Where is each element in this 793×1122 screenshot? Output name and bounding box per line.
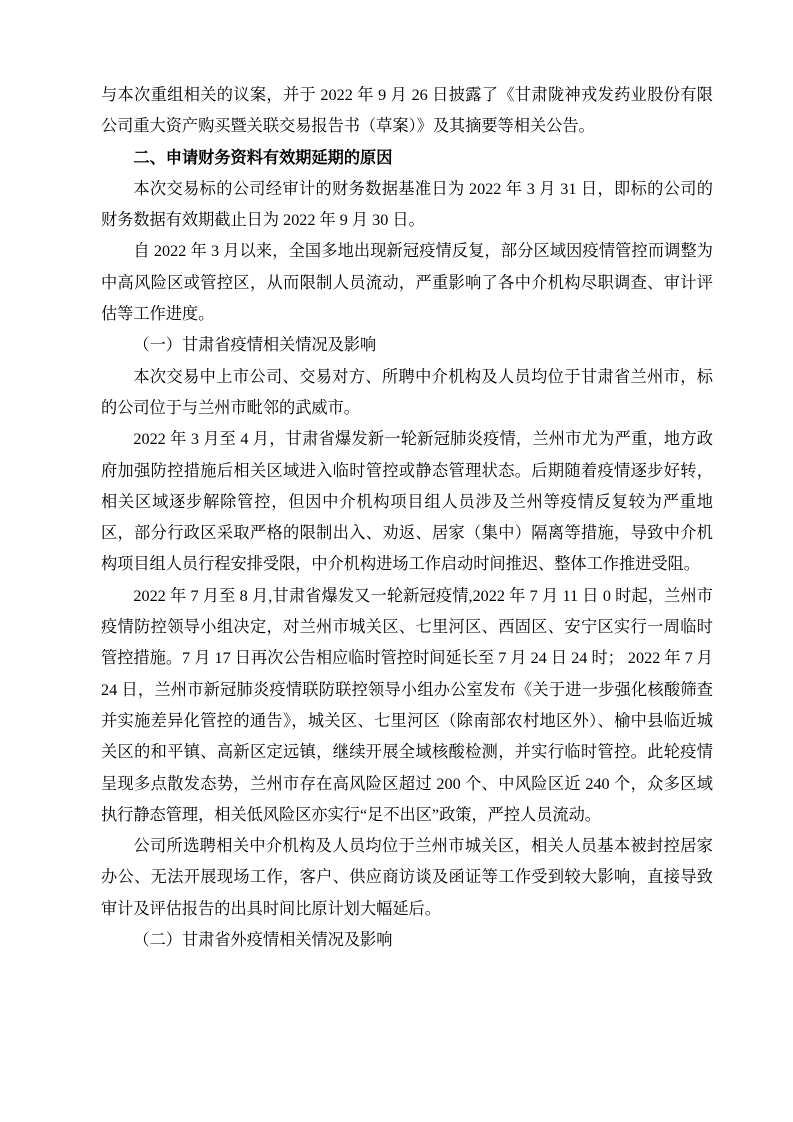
section-heading: 二、申请财务资料有效期延期的原因 (133, 148, 393, 167)
subsection-heading-1: （一）甘肃省疫情相关情况及影响 (133, 336, 377, 355)
paragraph: 自 2022 年 3 月以来，全国多地出现新冠疫情反复，部分区域因疫情管控而调整为中高风险区或管控区，从而限制人员流动，严重影响了各中介机构尽职调查、审计评估等工作进度。 (101, 242, 713, 324)
paragraph-continuation: 与本次重组相关的议案，并于 2022 年 9 月 26 日披露了《甘肃陇神戎发药业股份有限公司重大资产购买暨关联交易报告书（草案）》及其摘要等相关公告。 (101, 86, 713, 136)
paragraph: 本次交易中上市公司、交易对方、所聘中介机构及人员均位于甘肃省兰州市，标的公司位于与兰州市毗邻的武威市。 (101, 367, 713, 417)
subsection-heading-2: （二）甘肃省外疫情相关情况及影响 (133, 931, 393, 950)
paragraph: 公司所选聘相关中介机构及人员均位于兰州市城关区，相关人员基本被封控居家办公、无法开展现场工作，客户、供应商访谈及函证等工作受到较大影响，直接导致审计及评估报告的出具时间比原计划大幅延后。 (101, 837, 713, 918)
paragraph: 本次交易标的公司经审计的财务数据基准日为 2022 年 3 月 31 日，即标的公司的财务数据有效期截止日为 2022 年 9 月 30 日。 (101, 179, 713, 230)
paragraph: 2022 年 7 月至 8 月,甘肃省爆发又一轮新冠疫情,2022 年 7 月 11 日 0 时起，兰州市疫情防控领导小组决定，对兰州市城关区、七里河区、西固区、安宁区实行一周临时管控措施。7 月 17 日再次公告相应临时管控时间延长至 7 月 24 日 24 时； 2022 年 7 月 24 日，兰州市新冠肺炎疫情联防联控领导小组办公室发布《关于进一步强化核酸筛查并实施差异化管控的通告》，城关区、七里河区（除南部农村地区外）、榆中县临近城关区的和平镇、高新区定远镇，继续开展全域核酸检测，并实行临时管控。此轮疫情呈现多点散发态势，兰州市存在高风险区超过 200 个、中风险区近 240 个，众多区域执行静态管理，相关低风险区亦实行“足不出区”政策，严控人员流动。 (101, 586, 713, 824)
paragraph: 2022 年 3 月至 4 月，甘肃省爆发新一轮新冠肺炎疫情，兰州市尤为严重，地方政府加强防控措施后相关区域进入临时管控或静态管理状态。后期随着疫情逐步好转，相关区域逐步解除管控，但因中介机构项目组人员涉及兰州等疫情反复较为严重地区，部分行政区采取严格的限制出入、劝返、居家（集中）隔离等措施，导致中介机构项目组人员行程安排受限，中介机构进场工作启动时间推迟、整体工作推进受阻。 (101, 430, 713, 574)
